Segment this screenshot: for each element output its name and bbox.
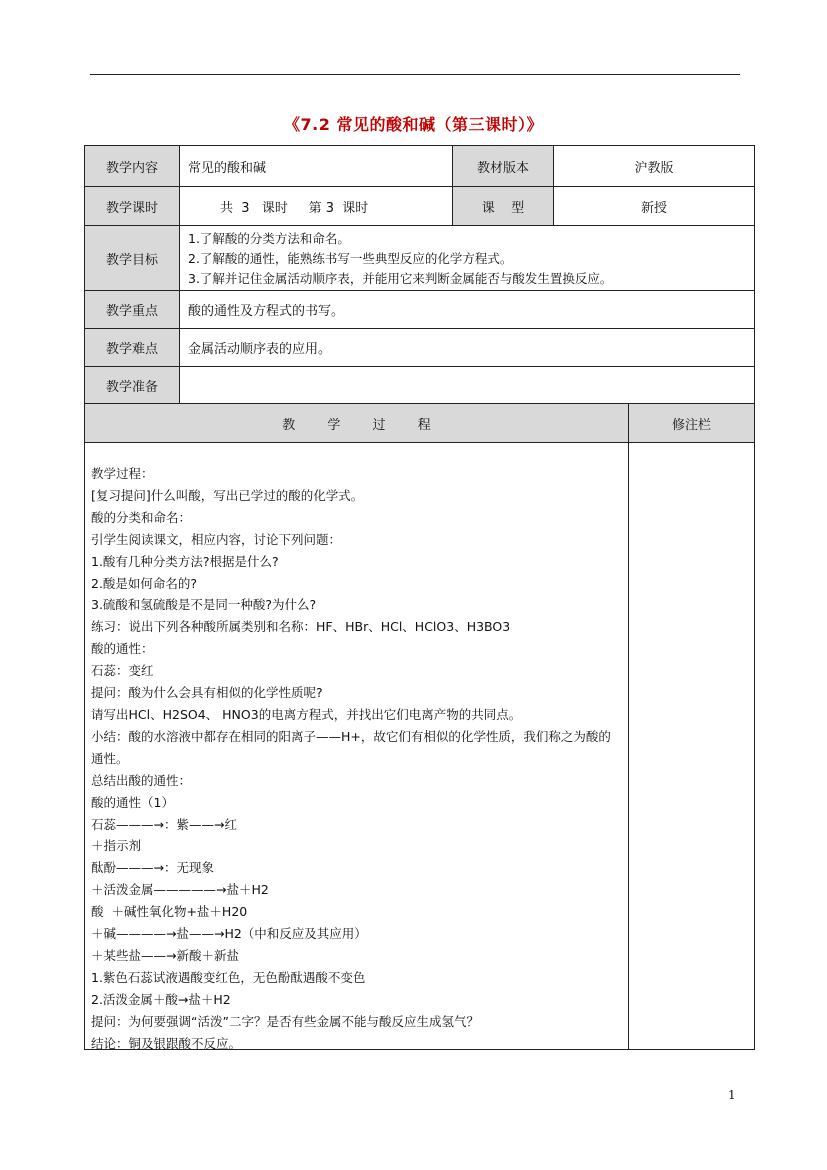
- goal-item: 1.了解酸的分类方法和命名。: [188, 231, 350, 246]
- notes-column: [628, 442, 755, 1050]
- label-difficulty: 教学难点: [84, 328, 180, 367]
- value-lesson-type: 新授: [553, 186, 755, 226]
- process-line: 酸 ＋碱性氧化物+盐＋H20: [91, 904, 248, 920]
- process-line: ＋某些盐——→新酸＋新盐: [91, 947, 239, 963]
- process-line: [复习提问]什么叫酸，写出已学过的酸的化学式。: [91, 487, 364, 503]
- process-line: 小结：酸的水溶液中都存在相同的阳离子——H+，故它们有相似的化学性质，我们称之为酸的通性。: [91, 728, 611, 766]
- process-line: 石蕊：变红: [91, 663, 154, 679]
- value-difficulty: 金属活动顺序表的应用。: [179, 328, 755, 367]
- label-lesson-type: 课 型: [452, 186, 554, 226]
- process-line: 提问：酸为什么会具有相似的化学性质呢?: [91, 685, 323, 701]
- label-edition: 教材版本: [452, 145, 554, 187]
- goals-list: [179, 225, 755, 291]
- page-number: 1: [728, 1088, 736, 1102]
- value-hours: 共 3 课时 第 3 课时: [179, 186, 453, 226]
- process-line: 教学过程：: [91, 466, 154, 481]
- label-hours: 教学课时: [84, 186, 180, 226]
- value-prep: [179, 366, 755, 404]
- goal-item: 3.了解并记住金属活动顺序表，并能用它来判断金属能否与酸发生置换反应。: [188, 271, 613, 286]
- label-focus: 教学重点: [84, 290, 180, 329]
- document-title: 《7.2 常见的酸和碱（第三课时）》: [284, 115, 543, 134]
- process-line: 酸的通性：: [91, 641, 154, 657]
- process-line: 1.酸有几种分类方法?根据是什么?: [91, 553, 279, 569]
- process-line: 总结出酸的通性：: [91, 772, 192, 788]
- process-line: 引学生阅读课文，相应内容，讨论下列问题：: [91, 531, 342, 547]
- notes-header: 修注栏: [628, 403, 755, 443]
- label-prep: 教学准备: [84, 366, 180, 404]
- value-focus: 酸的通性及方程式的书写。: [179, 290, 755, 329]
- process-line: 练习：说出下列各种酸所属类别和名称：HF、HBr、HCl、HClO3、H3BO3: [91, 619, 511, 635]
- process-line: ＋活泼金属—————→盐＋H2: [91, 882, 269, 898]
- process-line: 1.紫色石蕊试液遇酸变红色，无色酚酞遇酸不变色: [91, 969, 366, 985]
- goal-item: 2.了解酸的通性，能熟练书写一些典型反应的化学方程式。: [188, 251, 513, 266]
- process-line: 结论：铜及银跟酸不反应。: [91, 1035, 242, 1051]
- process-line: 提问：为何要强调“活泼”二字？是否有些金属不能与酸反应生成氢气？: [91, 1013, 479, 1029]
- value-content: 常见的酸和碱: [179, 145, 453, 187]
- process-line: 请写出HCl、H2SO4、 HNO3的电离方程式，并找出它们电离产物的共同点。: [91, 706, 522, 722]
- process-line: 酸的分类和命名：: [91, 509, 192, 525]
- process-line: ＋指示剂: [91, 838, 142, 854]
- process-line: 石蕊———→：紫——→红: [91, 816, 237, 832]
- process-line: 酸的通性（1）: [91, 794, 174, 810]
- header-rule: [90, 74, 740, 75]
- value-edition: 沪教版: [553, 145, 755, 187]
- label-content: 教学内容: [84, 145, 180, 187]
- label-goals: 教学目标: [84, 225, 180, 291]
- process-line: 酞酚———→：无现象: [91, 860, 214, 876]
- process-header: 教 学 过 程: [84, 403, 629, 443]
- process-line: ＋碱————→盐——→H2（中和反应及其应用）: [91, 926, 367, 942]
- process-line: 3.硫酸和氢硫酸是不是同一种酸?为什么?: [91, 597, 317, 613]
- process-line: 2.酸是如何命名的?: [91, 575, 198, 591]
- process-body: [84, 442, 629, 1050]
- process-line: 2.活泼金属＋酸→盐＋H2: [91, 991, 231, 1007]
